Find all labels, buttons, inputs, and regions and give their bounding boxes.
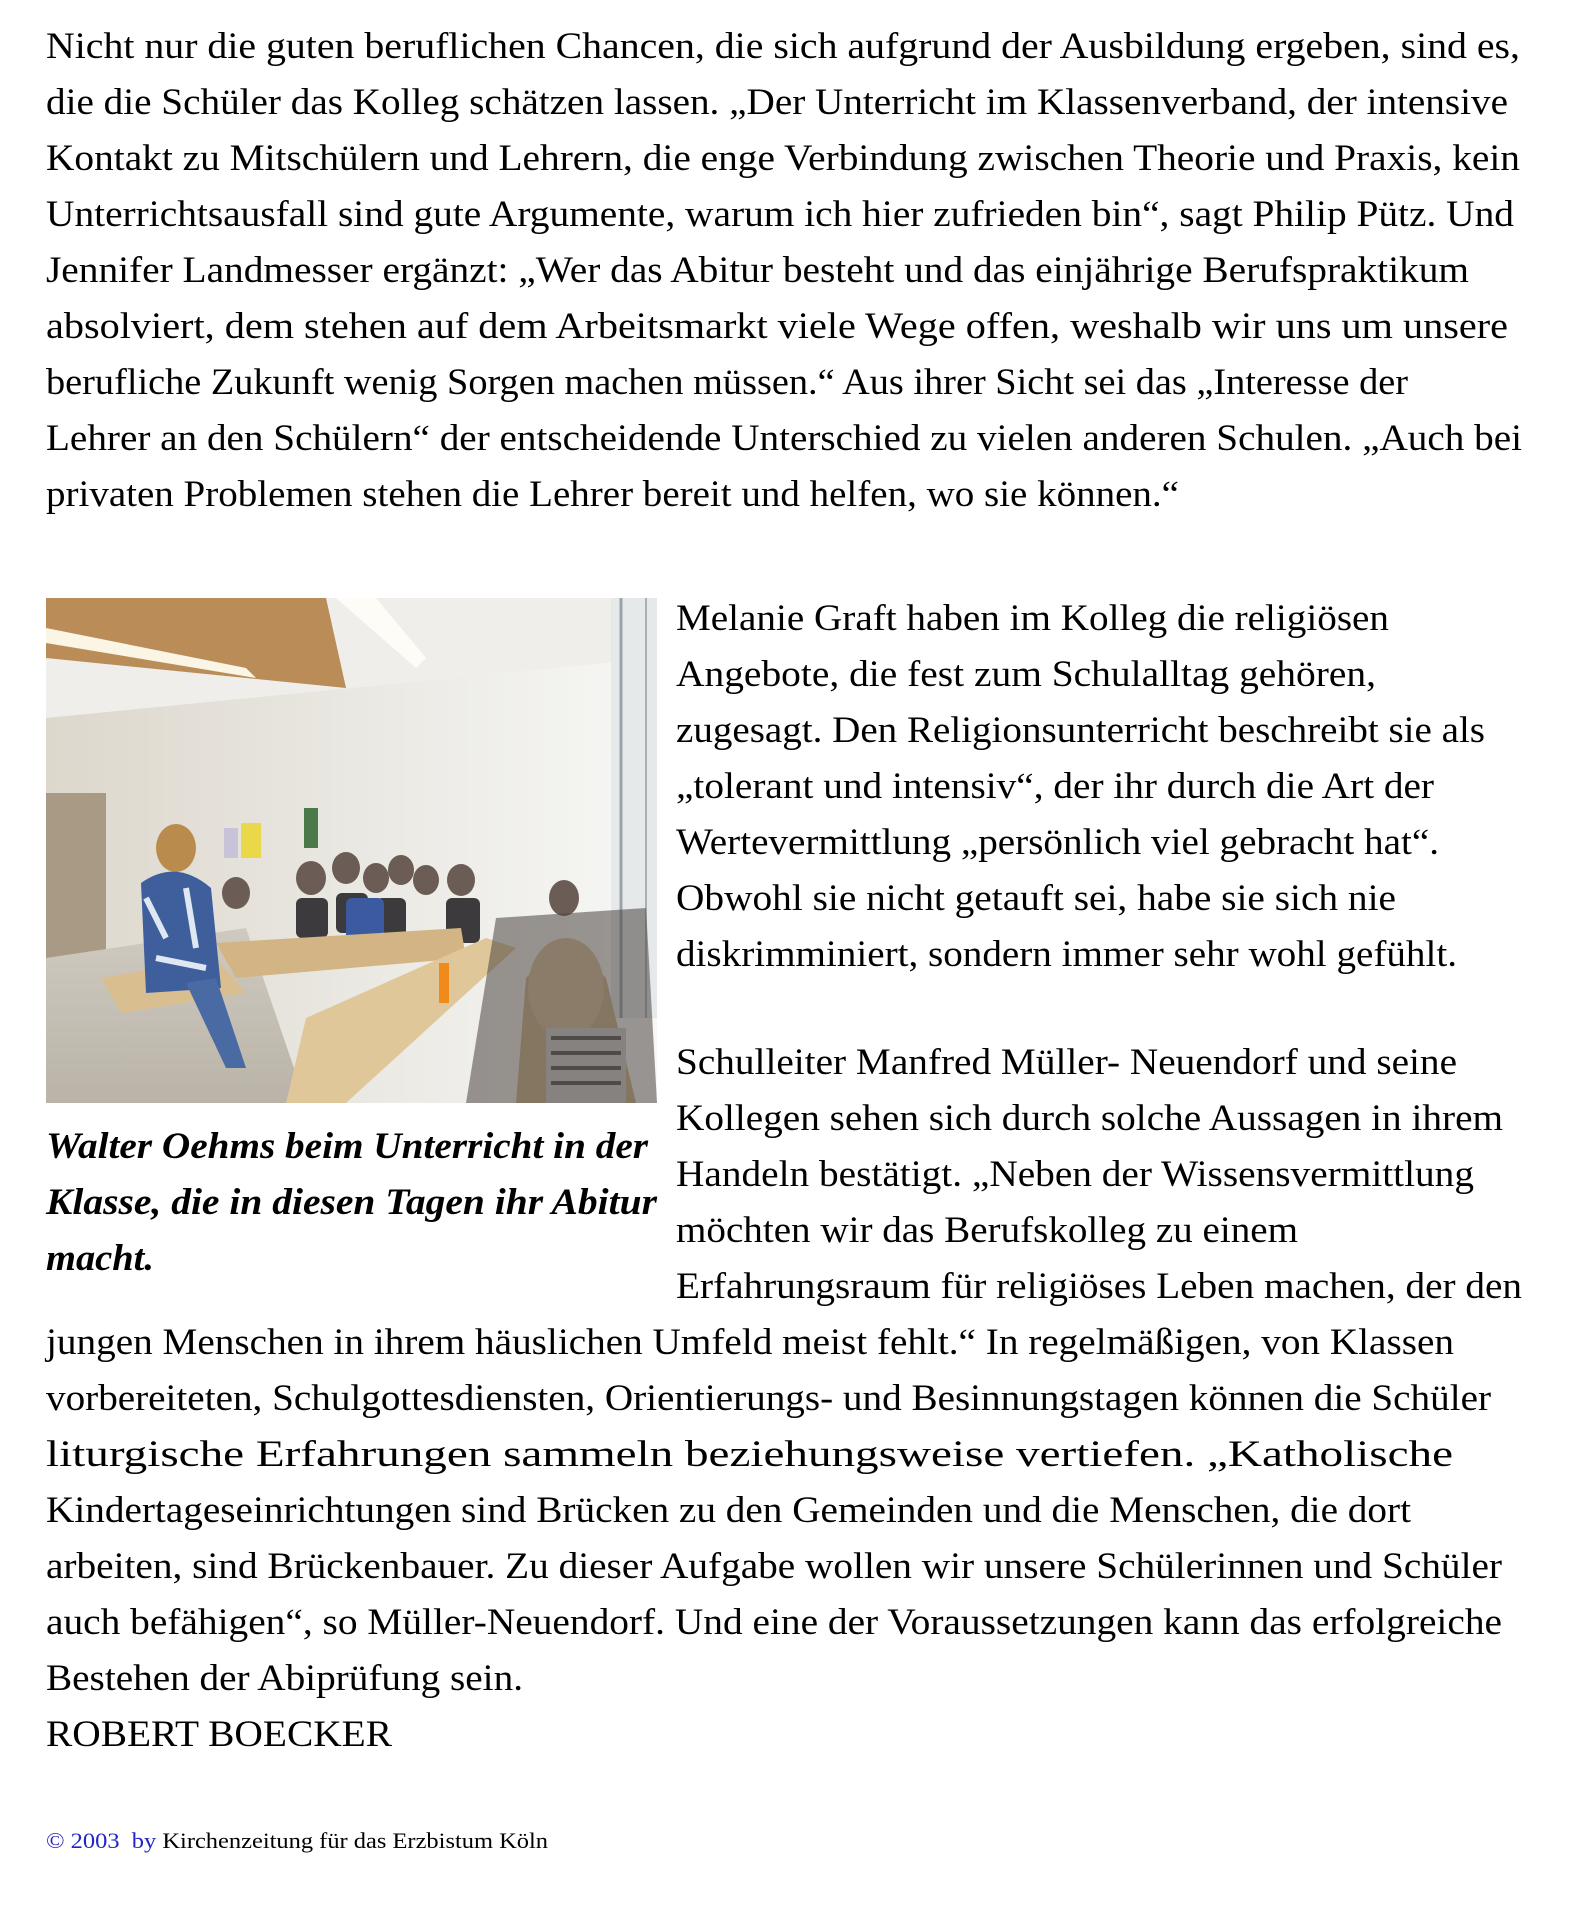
caption-line: Klasse, die in diesen Tagen ihr Abitur — [46, 1182, 657, 1223]
copyright-footer — [46, 1828, 548, 1854]
body-line: „tolerant und intensiv“, der ihr durch die Art der — [676, 766, 1434, 807]
body-line: Kindertageseinrichtungen sind Brücken zu den Gemeinden und die Menschen, die dort — [46, 1490, 1411, 1531]
body-line: liturgische Erfahrungen sammeln beziehungsweise vertiefen. „Katholische — [46, 1434, 1453, 1475]
by-link[interactable]: by — [131, 1828, 157, 1853]
body-line: arbeiten, sind Brückenbauer. Zu dieser Aufgabe wollen wir unsere Schülerinnen und Schüler — [46, 1546, 1502, 1587]
classroom-photo — [46, 598, 657, 1103]
body-line: Melanie Graft haben im Kolleg die religiösen — [676, 598, 1389, 639]
body-line: Bestehen der Abiprüfung sein. — [46, 1658, 523, 1699]
caption-line: Walter Oehms beim Unterricht in der — [46, 1126, 648, 1167]
intro-line: berufliche Zukunft wenig Sorgen machen müssen.“ Aus ihrer Sicht sei das „Interesse der — [46, 362, 1408, 403]
publisher-name: Kirchenzeitung für das Erzbistum Köln — [162, 1828, 548, 1853]
body-line: diskrimminiert, sondern immer sehr wohl gefühlt. — [676, 934, 1457, 975]
author-byline: ROBERT BOECKER — [46, 1714, 392, 1755]
caption-line: macht. — [46, 1238, 154, 1279]
classroom-photo-image — [46, 598, 657, 1103]
body-line: möchten wir das Berufskolleg zu einem — [676, 1210, 1298, 1251]
intro-line: privaten Problemen stehen die Lehrer bereit und helfen, wo sie können.“ — [46, 474, 1179, 515]
intro-line: Lehrer an den Schülern“ der entscheidende Unterschied zu vielen anderen Schulen. „Auch bei — [46, 418, 1522, 459]
body-line: zugesagt. Den Religionsunterricht beschreibt sie als — [676, 710, 1485, 751]
body-line: Schulleiter Manfred Müller- Neuendorf und seine — [676, 1042, 1457, 1083]
intro-line: Kontakt zu Mitschülern und Lehrern, die enge Verbindung zwischen Theorie und Praxis, kein — [46, 138, 1520, 179]
body-line: Obwohl sie nicht getauft sei, habe sie sich nie — [676, 878, 1396, 919]
intro-line: absolviert, dem stehen auf dem Arbeitsmarkt viele Wege offen, weshalb wir uns um unsere — [46, 306, 1509, 347]
intro-line: die die Schüler das Kolleg schätzen lassen. „Der Unterricht im Klassenverband, der intensive — [46, 82, 1508, 123]
copyright-notice: © 2003 — [46, 1828, 120, 1853]
intro-line: Jennifer Landmesser ergänzt: „Wer das Abitur besteht und das einjährige Berufspraktikum — [46, 250, 1469, 291]
body-line: Handeln bestätigt. „Neben der Wissensvermittlung — [676, 1154, 1474, 1195]
body-line: Wertevermittlung „persönlich viel gebracht hat“. — [676, 822, 1439, 863]
intro-line: Unterrichtsausfall sind gute Argumente, warum ich hier zufrieden bin“, sagt Philip Pütz. Und — [46, 194, 1514, 235]
intro-line: Nicht nur die guten beruflichen Chancen, die sich aufgrund der Ausbildung ergeben, sind es, — [46, 26, 1521, 67]
body-line: jungen Menschen in ihrem häuslichen Umfeld meist fehlt.“ In regelmäßigen, von Klassen — [46, 1322, 1454, 1363]
body-line: auch befähigen“, so Müller-Neuendorf. Und eine der Voraussetzungen kann das erfolgreiche — [46, 1602, 1502, 1643]
body-line: Angebote, die fest zum Schulalltag gehören, — [676, 654, 1376, 695]
body-line: Erfahrungsraum für religiöses Leben machen, der den — [676, 1266, 1522, 1307]
body-line: Kollegen sehen sich durch solche Aussagen in ihrem — [676, 1098, 1503, 1139]
body-line: vorbereiteten, Schulgottesdiensten, Orientierungs- und Besinnungstagen können die Schüler — [46, 1378, 1491, 1419]
